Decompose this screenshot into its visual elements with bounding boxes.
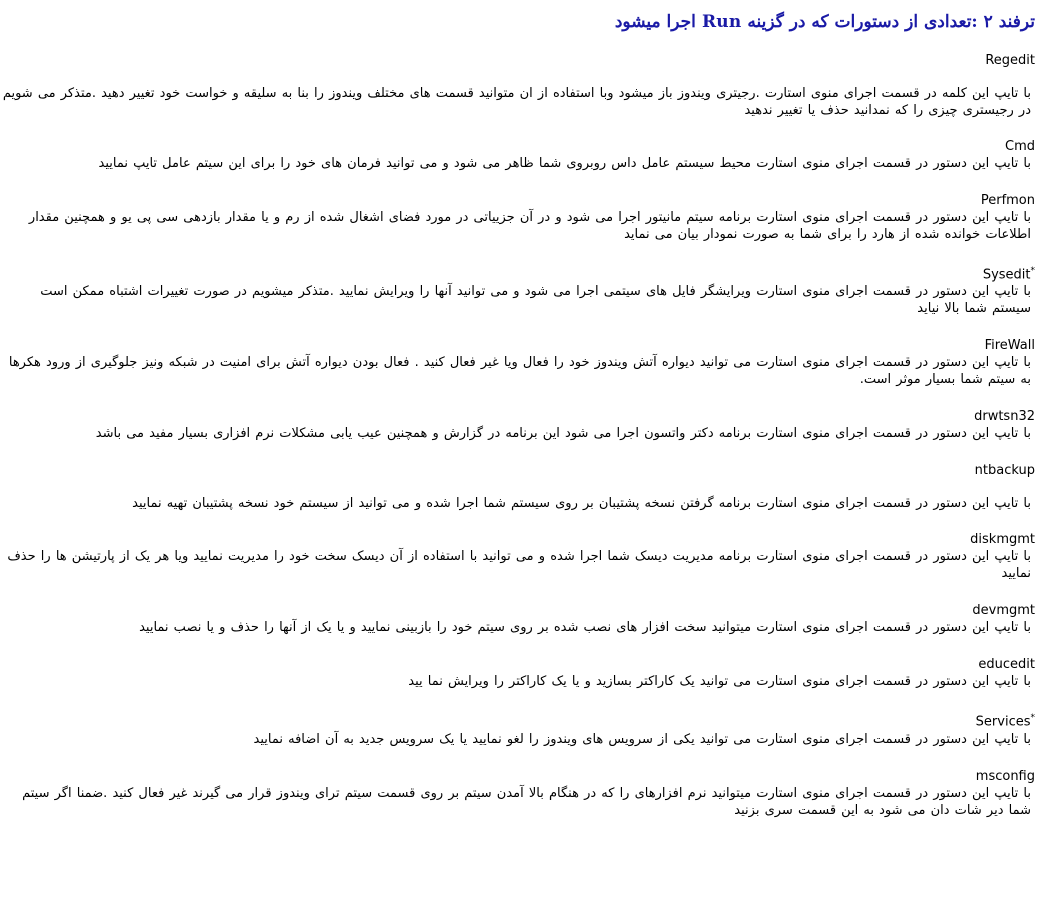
command-name: educedit xyxy=(978,657,1035,673)
entry-firewall xyxy=(0,337,1035,388)
command-description: با تایپ این دستور در قسمت اجرای منوی استارت محیط سیستم عامل داس روبروی شما ظاهر می شود و می توانید فرمان های خود را برای این سیتم عامل تایپ نمایید xyxy=(98,156,1031,171)
entry-msconfig xyxy=(0,768,1035,819)
entry-diskmgmt xyxy=(0,531,1035,582)
asterisk-mark: * xyxy=(1030,266,1035,276)
command-description: با تایپ این کلمه در قسمت اجرای منوی استارت .رجیتری ویندوز باز میشود وبا استفاده از ان متوانید قسمت های مختلف ویندوز را بنا به سلیقه و خواست خود تغییر دهید .متذکر می شویم در رجیستری چیزی را که نمدانید حذف یا تغییر ندهید xyxy=(2,86,1031,118)
entry-services xyxy=(0,710,1035,747)
entry-devmgmt xyxy=(0,602,1035,636)
command-description: با تایپ این دستور در قسمت اجرای منوی استارت ویرایشگر فایل های سیتمی اجرا می شود و می توانید آنها را ویرایش نمایید .متذکر میشویم در صورت تغییرات اشتباه ممکن است سیستم شما بالا نیاید xyxy=(40,284,1031,317)
command-description: با تایپ این دستور در قسمت اجرای منوی استارت میتوانید سخت افزار های نصب شده بر روی سیتم خود را بازبینی نمایید و یا یک از آنها را حذف و یا نصب نمایید xyxy=(139,620,1031,636)
command-description: با تایپ این دستور در قسمت اجرای منوی استارت برنامه گرفتن نسخه پشتیبان بر روی سیستم شما اجرا شده و می توانید از سیستم خود نسخه پشتیبان تهیه نمایید xyxy=(132,496,1031,512)
command-name: Sysedit* xyxy=(982,266,1035,283)
command-name: FireWall xyxy=(984,338,1035,354)
asterisk-mark: * xyxy=(1030,713,1035,724)
entry-sysedit xyxy=(0,263,1035,317)
entry-regedit xyxy=(0,52,1035,119)
article xyxy=(0,10,1051,903)
entry-educedit xyxy=(0,656,1035,690)
entry-ntbackup xyxy=(0,462,1035,512)
command-description: با تایپ این دستور در قسمت اجرای منوی استارت می توانید یک کاراکتر بسازید و یا یک کاراکتر را ویرایش نما یید xyxy=(408,674,1031,690)
command-name: msconfig xyxy=(975,768,1035,784)
command-name: ntbackup xyxy=(974,463,1035,479)
command-description: با تایپ این دستور در قسمت اجرای منوی استارت میتوانید نرم افزارهای را که در هنگام بالا آمدن سیتم بر روی قسمت سیتم ترای ویندوز قرار می گیرند غیر فعال کنید .ضمنا اگر سیتم شما دیر شات دان می شود به این قسمت سری بزنید xyxy=(22,785,1031,818)
entry-drwtsn32 xyxy=(0,408,1035,442)
article-title: ترفند ۲ :تعدادی از دستورات که در گزینه Run اجرا میشود xyxy=(614,12,1035,32)
command-name: Perfmon xyxy=(980,193,1035,208)
entry-perfmon xyxy=(0,192,1035,243)
command-name: Regedit xyxy=(985,53,1035,68)
command-name: Services* xyxy=(975,713,1035,730)
entry-cmd xyxy=(0,138,1035,172)
command-name: diskmgmt xyxy=(970,532,1035,548)
command-name: drwtsn32 xyxy=(974,409,1035,425)
command-description: با تایپ این دستور در قسمت اجرای منوی استارت برنامه مدیریت دیسک شما اجرا شده و می توانید با استفاده از آن دیسک سخت خود را مدیریت نمایید ویا هر یک از پارتیشن ها را حذف نمایید xyxy=(7,549,1031,582)
command-name: Cmd xyxy=(1005,139,1035,154)
command-description: با تایپ این دستور در قسمت اجرای منوی استارت می توانید یکی از سرویس های ویندوز را لغو نمایید یا یک سرویس جدید به آن اضافه نمایید xyxy=(253,731,1031,747)
command-name: devmgmt xyxy=(972,603,1035,619)
command-description: با تایپ این دستور در قسمت اجرای منوی استارت برنامه سیتم مانیتور اجرا می شود و در آن جزییاتی در مورد فضای اشغال شده از رم و یا مقدار بازدهی سی پی یو و همچنین مقدار اطلاعات خوانده شده از هارد را برای شما به صورت نمودار بیان می نماید xyxy=(28,210,1031,242)
command-description: با تایپ این دستور در قسمت اجرای منوی استارت برنامه دکتر واتسون اجرا می شود این برنامه در گزارش و همچنین عیب یابی مشکلات نرم افزاری بسیار مفید می باشد xyxy=(95,426,1031,442)
command-description: با تایپ این دستور در قسمت اجرای منوی استارت می توانید دیواره آتش ویندوز خود را فعال ویا غیر فعال کنید . فعال بودن دیواره آتش برای امنیت در شبکه ونیز جلوگیری از ورود هکرها به سیتم شما بسیار موثر است. xyxy=(8,355,1031,388)
